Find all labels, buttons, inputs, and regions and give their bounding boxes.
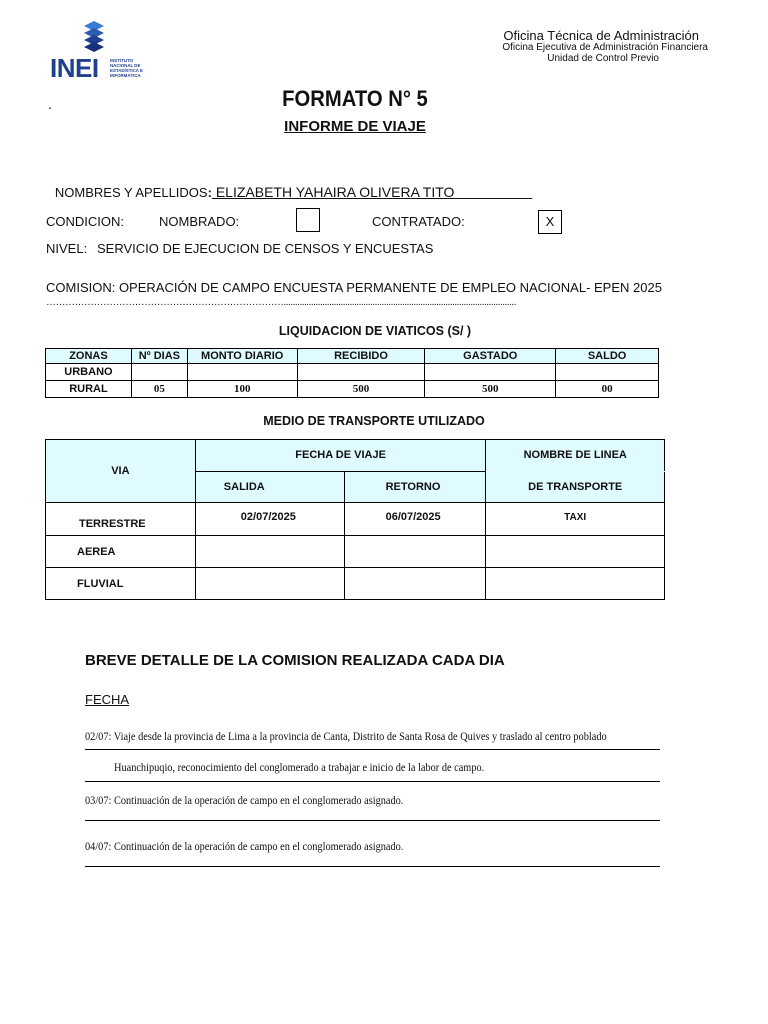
logo-text: INEI	[50, 53, 99, 83]
transporte-salida-cell: 02/07/2025	[195, 503, 344, 536]
transporte-salida-cell	[195, 568, 344, 600]
comision-text: COMISION: OPERACIÓN DE CAMPO ENCUESTA PERMANENTE DE EMPLEO NACIONAL- EPEN 2025	[46, 280, 662, 295]
detalle-text: Huanchipuqio, reconocimiento del conglomerado a trabajar e inicio de la labor de campo.	[114, 760, 485, 774]
detalle-text: Continuación de la operación de campo en el conglomerado asignado.	[111, 839, 404, 853]
transporte-linea-cell	[486, 536, 665, 568]
viaticos-monto-cell: 100	[187, 381, 297, 398]
table-row	[46, 503, 665, 536]
transporte-title: MEDIO DE TRANSPORTE UTILIZADO	[263, 414, 485, 428]
nivel-label: NIVEL:	[46, 241, 88, 256]
viaticos-gastado-cell: 500	[425, 381, 556, 398]
viaticos-header-saldo: SALDO	[556, 349, 659, 364]
detalle-date: 04/07:	[85, 839, 112, 853]
table-row	[46, 364, 659, 381]
viaticos-header-dias: Nº DIAS	[131, 349, 187, 364]
viaticos-saldo-cell	[556, 364, 659, 381]
divider-line	[85, 749, 660, 750]
detalle-title: BREVE DETALLE DE LA COMISION REALIZADA CADA DIA	[85, 652, 505, 669]
transporte-linea-cell: TAXI	[486, 503, 665, 536]
condition-label: CONDICION:	[46, 214, 124, 229]
viaticos-header-gastado: GASTADO	[425, 349, 556, 364]
table-row	[46, 381, 659, 398]
page-subtitle: INFORME DE VIAJE	[284, 118, 426, 135]
transporte-via-cell: TERRESTRE	[46, 503, 196, 536]
stray-dot: .	[48, 96, 52, 112]
inei-logo	[48, 20, 148, 82]
transporte-header-linea-1: NOMBRE DE LINEA	[486, 440, 665, 472]
office-unit-name: Unidad de Control Previo	[547, 53, 659, 64]
divider-line	[85, 820, 660, 821]
transporte-retorno-cell: 06/07/2025	[344, 503, 486, 536]
divider-line	[85, 866, 660, 867]
detalle-text: Continuación de la operación de campo en el conglomerado asignado.	[111, 793, 404, 807]
names-label: NOMBRES Y APELLIDOS	[54, 185, 208, 200]
viaticos-table	[45, 348, 659, 398]
viaticos-title: LIQUIDACION DE VIATICOS (S/ )	[278, 324, 472, 338]
viaticos-header-zonas: ZONAS	[46, 349, 132, 364]
page-title: FORMATO N° 5	[282, 86, 428, 111]
viaticos-zona-cell: RURAL	[46, 381, 132, 398]
detalle-entry	[85, 729, 607, 744]
transporte-salida-cell	[195, 536, 344, 568]
detalle-entry	[85, 793, 403, 808]
transporte-header-row	[46, 440, 665, 472]
viaticos-header-recibido: RECIBIDO	[297, 349, 425, 364]
viaticos-saldo-cell: 00	[556, 381, 659, 398]
transporte-header-linea-2: DE TRANSPORTE	[486, 471, 665, 503]
detalle-date: 02/07:	[85, 729, 112, 743]
contratado-label: CONTRATADO:	[372, 214, 465, 229]
viaticos-dias-cell: 05	[131, 381, 187, 398]
office-exec-name: Oficina Ejecutiva de Administración Financiera	[502, 42, 708, 53]
transporte-retorno-cell	[344, 536, 486, 568]
divider-line	[85, 781, 660, 782]
transporte-header-fecha: FECHA DE VIAJE	[195, 440, 486, 472]
transporte-via-cell: AEREA	[46, 536, 196, 568]
table-row	[46, 536, 665, 568]
detalle-entry	[114, 760, 484, 775]
nivel-value: SERVICIO DE EJECUCION DE CENSOS Y ENCUESTAS	[97, 241, 434, 256]
transporte-table	[45, 439, 665, 600]
inei-logo-mark-icon	[82, 20, 106, 52]
nombrado-checkbox	[296, 208, 320, 232]
office-name: Oficina Técnica de Administración	[503, 28, 699, 43]
viaticos-header-monto: MONTO DIARIO	[187, 349, 297, 364]
fecha-label: FECHA	[85, 692, 130, 707]
table-row	[46, 568, 665, 600]
names-colon: :	[207, 185, 212, 200]
transporte-header-salida: SALIDA	[195, 471, 344, 503]
nombrado-label: NOMBRADO:	[159, 214, 240, 229]
transporte-linea-cell	[486, 568, 665, 600]
transporte-retorno-cell	[344, 568, 486, 600]
viaticos-dias-cell	[131, 364, 187, 381]
detalle-date: 03/07:	[85, 793, 112, 807]
transporte-header-via: VIA	[46, 440, 196, 503]
viaticos-zona-cell: URBANO	[46, 364, 132, 381]
viaticos-gastado-cell	[425, 364, 556, 381]
detalle-text: Viaje desde la provincia de Lima a la provincia de Canta, Distrito de Santa Rosa de Quives y traslado al centro poblado	[111, 729, 607, 743]
contratado-checkbox: X	[538, 210, 562, 234]
detalle-entry	[85, 839, 403, 854]
viaticos-monto-cell	[187, 364, 297, 381]
viaticos-recibido-cell: 500	[297, 381, 425, 398]
names-value: ELIZABETH YAHAIRA OLIVERA TITO	[211, 184, 533, 200]
viaticos-header-row	[46, 349, 659, 364]
names-row	[46, 166, 532, 202]
logo-subtitle: INSTITUTO NACIONAL DE ESTADÍSTICA E INFORMÁTICA	[110, 58, 143, 78]
transporte-header-retorno: RETORNO	[344, 471, 486, 503]
comision-dots: …………………………………………………………………......................................................................................................	[46, 297, 516, 308]
viaticos-recibido-cell	[297, 364, 425, 381]
transporte-via-cell: FLUVIAL	[46, 568, 196, 600]
